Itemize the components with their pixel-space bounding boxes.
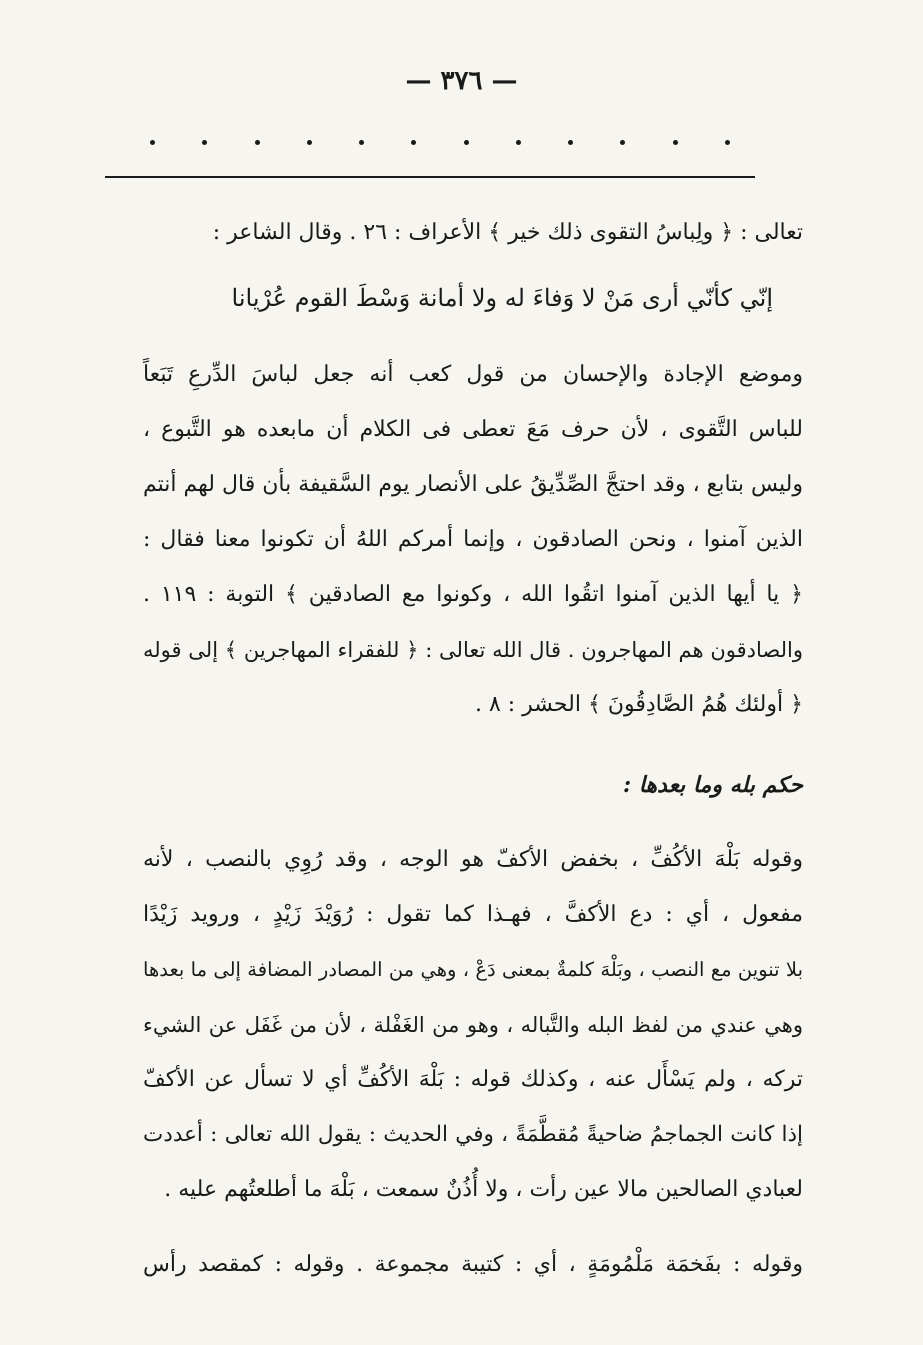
- header-dots: [150, 140, 730, 145]
- text-line: لعبادي الصالحين مالا عين رأت ، ولا أُذُنٌ سمعت ، بَلْهَ ما أطلعتُهم عليه .: [164, 1177, 803, 1202]
- text-line: إذا كانت الجماجمُ ضاحيةً مُقطَّمَةً ، وفي الحديث : يقول الله تعالى : أعددت: [143, 1122, 803, 1147]
- dot: [620, 140, 625, 145]
- text-line: ﴿ أولئك هُمُ الصَّادِقُونَ ﴾ الحشر : ٨ .: [474, 692, 803, 717]
- dot: [673, 140, 678, 145]
- page-number: — ٣٧٦ —: [405, 66, 518, 96]
- dot: [255, 140, 260, 145]
- text-line: تركه ، ولم يَسْأَل عنه ، وكذلك قوله : بَلْهَ الأكُفِّ أي لا تسأل عن الأكفّ: [143, 1067, 803, 1092]
- dot: [464, 140, 469, 145]
- dot: [307, 140, 312, 145]
- text-line: وليس بتابع ، وقد احتجَّ الصِّدِّيقُ على الأنصار يوم السَّقيفة بأن قال لهم أنتم: [143, 472, 803, 497]
- poetry-verse: إنّي كأنّي أرى مَنْ لا وَفاءَ له ولا أمانة وَسْطَ القوم عُرْيانا: [231, 284, 773, 312]
- text-line: وقوله بَلْهَ الأكُفِّ ، بخفض الأكفّ هو الوجه ، وقد رُوِي بالنصب ، لأنه: [143, 847, 803, 872]
- text-line: ﴿ يا أيها الذين آمنوا اتقُوا الله ، وكونوا مع الصادقين ﴾ التوبة : ١١٩ .: [143, 582, 803, 607]
- dot: [411, 140, 416, 145]
- header-rule: [105, 176, 755, 178]
- text-line: وهي عندي من لفظ البله والتَّباله ، وهو من الغَفْلة ، لأن من غَفَل عن الشيء: [143, 1013, 803, 1037]
- text-line: وموضع الإجادة والإحسان من قول كعب أنه جعل لباسَ الدِّرعِ تَبَعاً: [143, 362, 803, 387]
- dot: [359, 140, 364, 145]
- text-line: تعالى : ﴿ ولِباسُ التقوى ذلك خير ﴾ الأعراف : ٢٦ . وقال الشاعر :: [212, 220, 803, 245]
- text-line: الذين آمنوا ، ونحن الصادقون ، وإنما أمركم اللهُ أن تكونوا معنا فقال :: [143, 527, 803, 552]
- dot: [725, 140, 730, 145]
- text-line: والصادقون هم المهاجرون . قال الله تعالى : ﴿ للفقراء المهاجرين ﴾ إلى قوله: [143, 638, 803, 662]
- dot: [150, 140, 155, 145]
- dot: [568, 140, 573, 145]
- dot: [202, 140, 207, 145]
- dot: [516, 140, 521, 145]
- text-line: بلا تنوين مع النصب ، وبَلْهَ كلمةٌ بمعنى دَعْ ، وهي من المصادر المضافة إلى ما بعدها: [143, 958, 803, 981]
- text-line: للباس التَّقوى ، لأن حرف مَعَ تعطى فى الكلام أن مابعده هو التَّبوع ،: [143, 417, 803, 442]
- section-heading: حكم بله وما بعدها :: [622, 772, 803, 798]
- text-line: وقوله : بفَخمَة مَلْمُومَةٍ ، أي : كتيبة مجموعة . وقوله : كمقصد رأس: [143, 1252, 803, 1277]
- text-line: مفعول ، أي : دع الأكفَّ ، فهـذا كما تقول : رُوَيْدَ زَيْدٍ ، ورويد زَيْدًا: [143, 902, 803, 927]
